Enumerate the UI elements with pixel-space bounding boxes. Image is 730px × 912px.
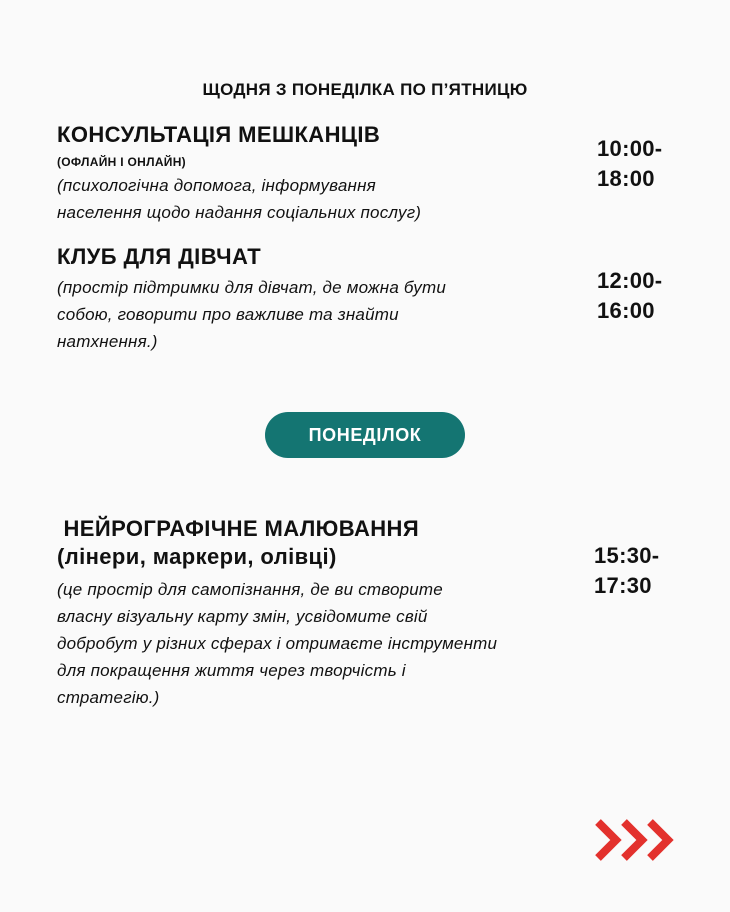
description-line: власну візуальну карту змін, усвідомите свій	[57, 607, 428, 626]
event-note-consultation: (ОФЛАЙН І ОНЛАЙН)	[57, 155, 186, 169]
time-end: 16:00	[597, 298, 655, 323]
event-time-girls-club	[597, 266, 662, 326]
day-label-pill: ПОНЕДІЛОК	[265, 412, 465, 458]
description-line: населення щодо надання соціальних послуг)	[57, 203, 422, 222]
event-description-consultation	[57, 172, 421, 226]
description-line: (це простір для самопізнання, де ви створите	[57, 580, 443, 599]
time-end: 18:00	[597, 166, 655, 191]
event-title-neurographic: НЕЙРОГРАФІЧНЕ МАЛЮВАННЯ	[57, 516, 420, 541]
time-start: 15:30-	[594, 543, 660, 568]
chevron-right-icon	[624, 822, 642, 858]
description-line: для покращення життя через творчість і	[57, 661, 406, 680]
event-title-consultation: КОНСУЛЬТАЦІЯ МЕШКАНЦІВ	[57, 122, 381, 147]
description-line: добробут у різних сферах і отримаєте інструменти	[57, 634, 498, 653]
chevron-right-icon	[598, 822, 616, 858]
description-line: стратегію.)	[57, 688, 160, 707]
event-description-girls-club	[57, 274, 446, 355]
event-subtitle-neurographic: (лінери, маркери, олівці)	[57, 544, 337, 569]
description-line: натхнення.)	[57, 332, 158, 351]
time-end: 17:30	[594, 573, 652, 598]
event-time-neurographic	[594, 541, 659, 601]
chevron-right-icon	[650, 822, 668, 858]
description-line: (простір підтримки для дівчат, де можна бути	[57, 278, 447, 297]
triple-chevron-right-icon[interactable]	[592, 818, 678, 862]
event-title-girls-club: КЛУБ ДЛЯ ДІВЧАТ	[57, 244, 262, 269]
description-line: собою, говорити про важливе та знайти	[57, 305, 399, 324]
schedule-header: ЩОДНЯ З ПОНЕДІЛКА ПО П’ЯТНИЦЮ	[202, 80, 528, 99]
description-line: (психологічна допомога, інформування	[57, 176, 376, 195]
event-description-neurographic	[57, 576, 497, 711]
time-start: 10:00-	[597, 136, 663, 161]
time-start: 12:00-	[597, 268, 663, 293]
event-time-consultation	[597, 134, 662, 194]
